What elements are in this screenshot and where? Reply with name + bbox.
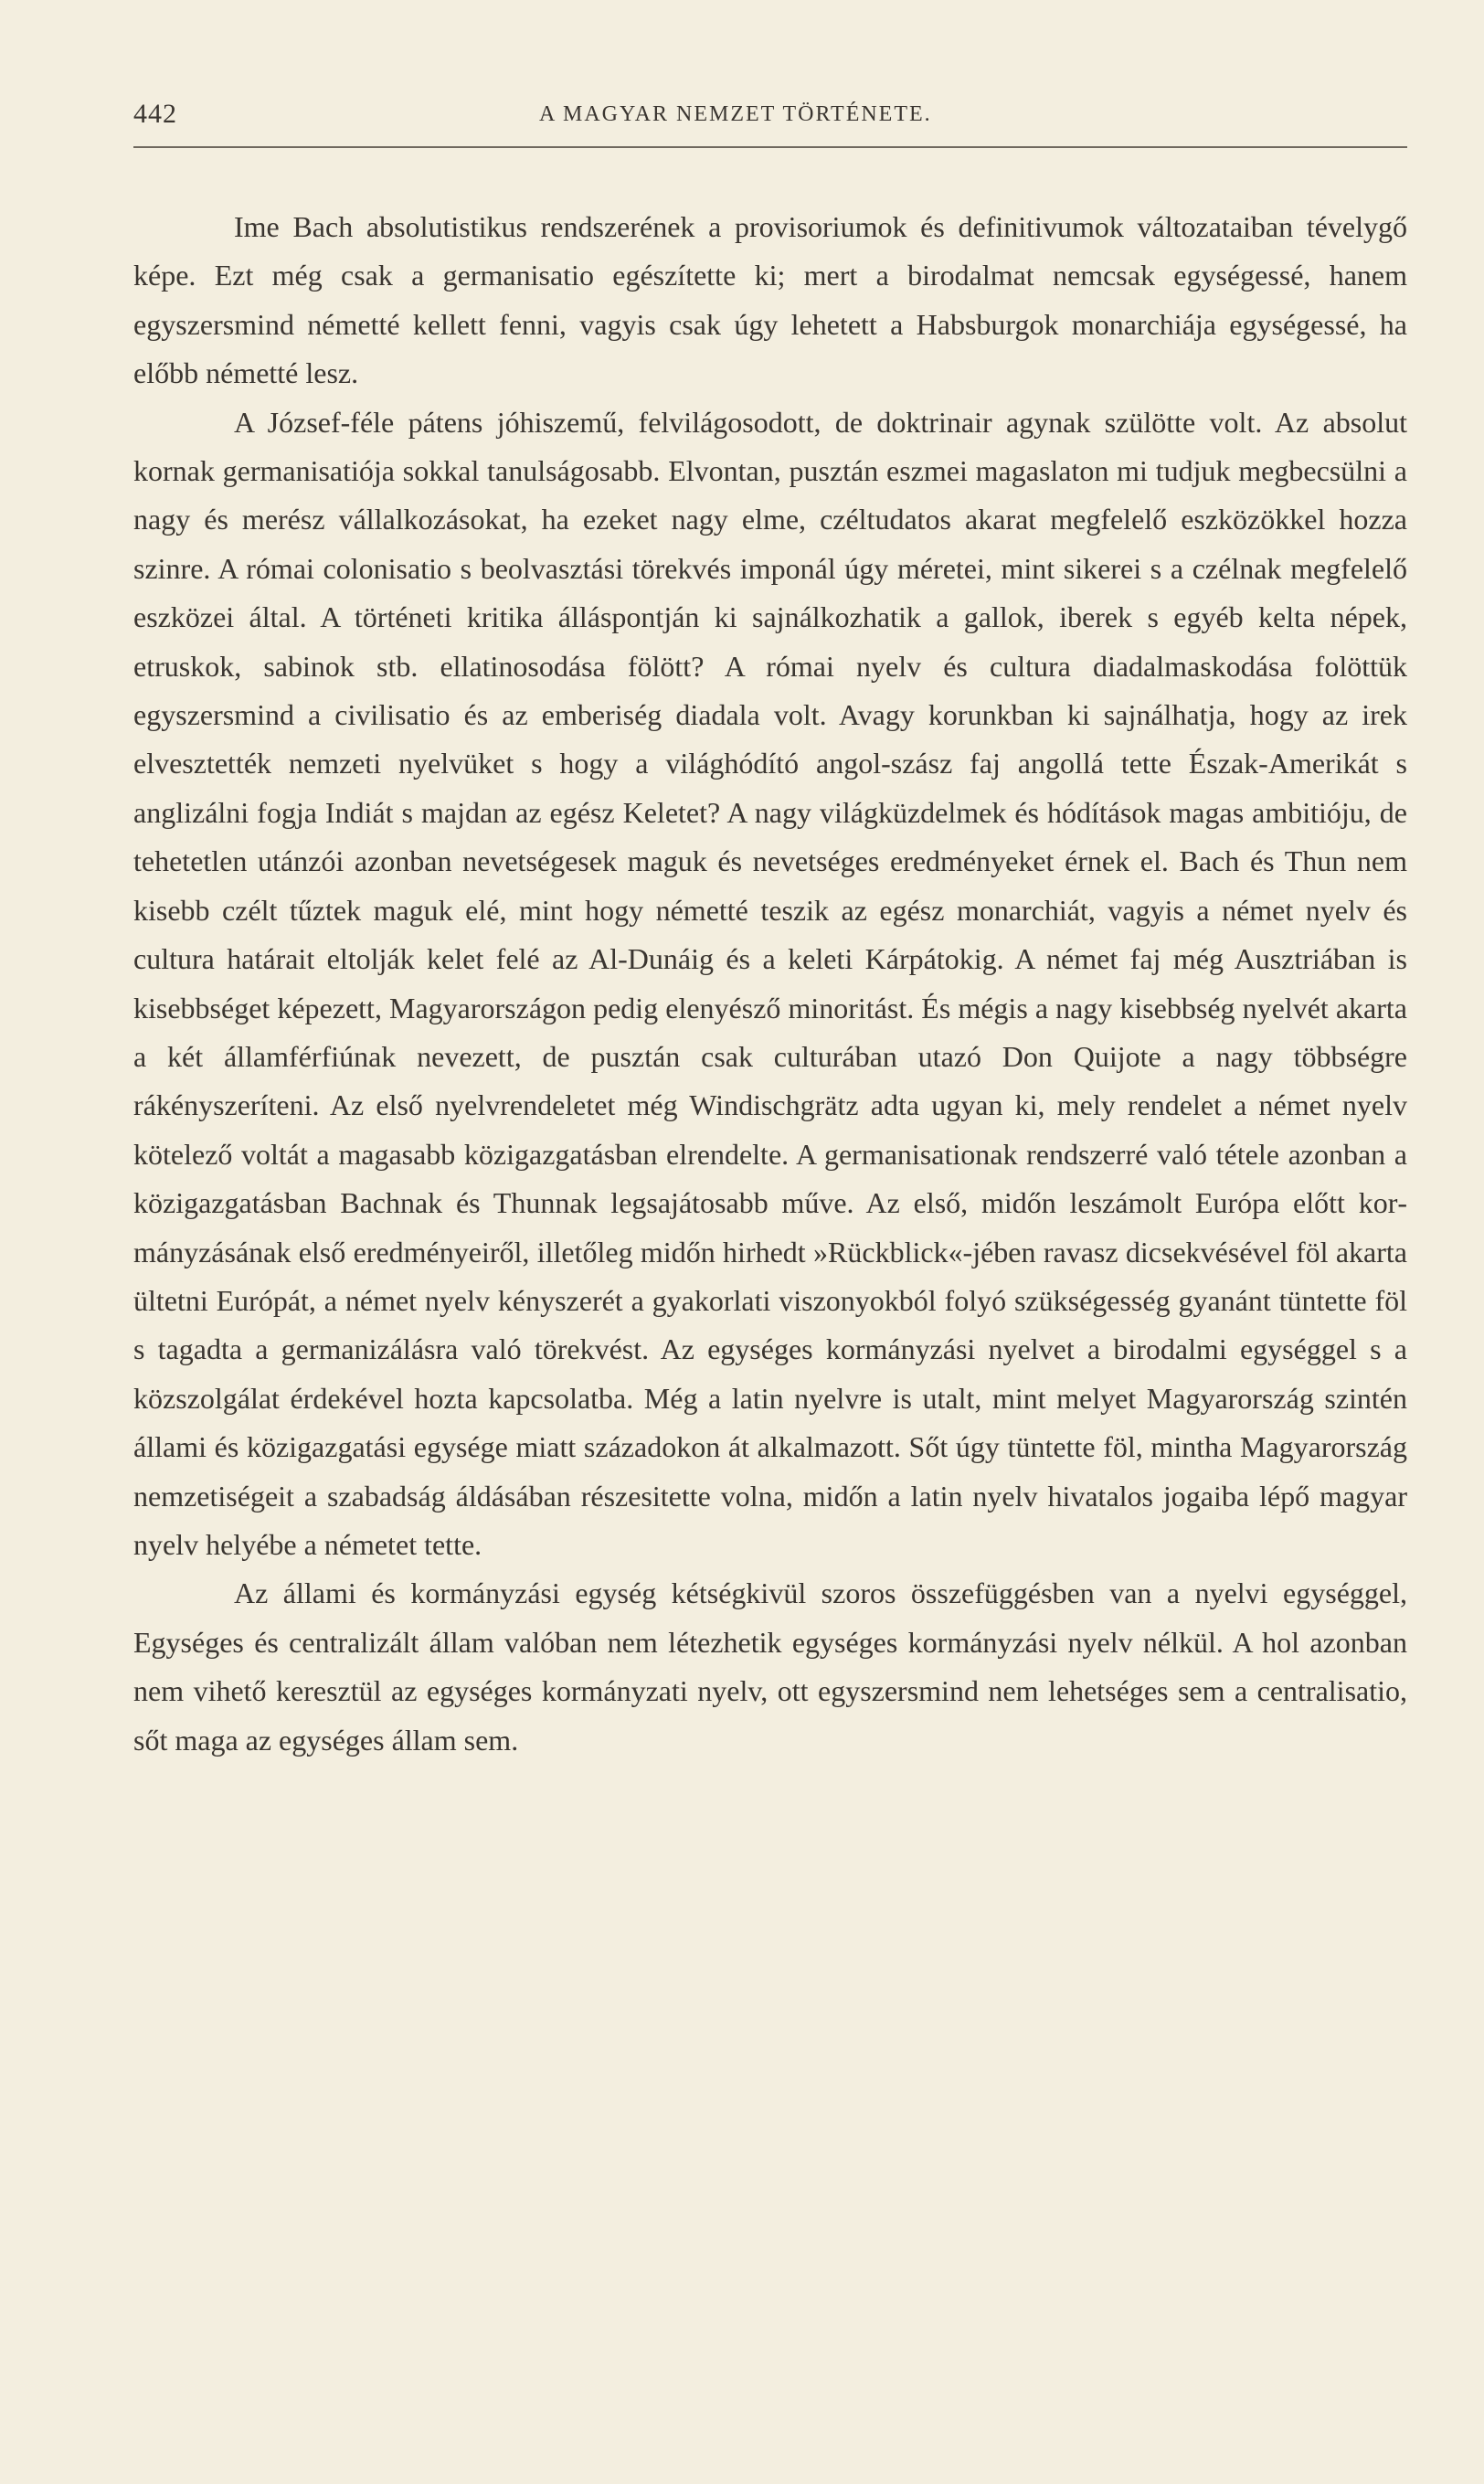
header-rule [133, 146, 1407, 148]
paragraph-1: Ime Bach absolutistikus rendszerének a provisoriumok és definitivumok változataiban tévelygő képe. Ezt még csak a germanisatio egészítette ki; mert a birodalmat nemcsak egységessé, hanem egyszersmind németté kellett fenni, vagyis csak úgy lehetett a Habsburgok monarchiája egységessé, ha előbb németté lesz. [133, 210, 1407, 390]
page-number: 442 [133, 99, 177, 129]
paragraph-3: Az állami és kormányzási egység kétségkivül szoros összefüggésben van a nyelvi egységgel, Egységes és centralizált állam valóban nem létezhetik egységes kormányzási nyelv nélkül. A hol azonban nem vihető keresztül az egységes kormányzati nyelv, ott egyszersmind nem lehetséges sem a centralisatio, sőt maga az egységes állam sem. [133, 1576, 1407, 1757]
paragraph-2: A József-féle pátens jóhiszemű, felvilágosodott, de doktrinair agynak szülötte volt. Az absolut kornak germanisatiója sokkal tanulságosabb. Elvontan, pusztán eszmei magaslaton mi tudjuk megbecsülni a nagy és merész vállalkozásokat, ha ezeket nagy elme, czéltudatos akarat megfelelő eszközökkel hozza szinre. A római colonisatio s beolvasztási törekvés imponál úgy méretei, mint sikerei s a czélnak megfelelő eszközei által. A történeti kritika álláspontján ki sajnálkozhatik a gallok, iberek s egyéb kelta népek, etruskok, sabinok stb. ellatinosodása fölött? A római nyelv és cultura diadalmaskodása folöttük egyszersmind a civilisatio és az emberiség diadala volt. Avagy korunkban ki sajnálhatja, hogy az irek elvesztették nemzeti nyelvüket s hogy a világhódító angol-szász faj angollá tette Észak-Amerikát s anglizálni fogja Indiát s majdan az egész Keletet? A nagy világküzdelmek és hódítások magas ambitióju, de tehetetlen utánzói azonban nevetségesek maguk és nevetséges eredményeket érnek el. Bach és Thun nem kisebb czélt tűztek maguk elé, mint hogy németté teszik az egész monarchiát, vagyis a német nyelv és cultura határait eltolják kelet felé az Al-Dunáig és a keleti Kárpátokig. A német faj még Ausztriában is kisebbséget képezett, Magyarországon pedig elenyésző minoritást. És mégis a nagy kisebbség nyelvét akarta a két államférfiúnak nevezett, de pusztán csak culturában utazó Don Quijote a nagy többségre rákényszeríteni. Az első nyelvrendeletet még Windischgrätz adta ugyan ki, mely rendelet a német nyelv kötelező voltát a magasabb közigazgatásban elrendelte. A germanisationak rendszerré való tétele azonban a közigazgatásban Bachnak és Thunnak legsajátosabb műve. Az első, midőn leszámolt Európa előtt kormányzásának első eredményeiről, illetőleg midőn hirhedt »Rückblick«-jében ravasz dicsekvésével föl akarta ültetni Európát, a német nyelv kényszerét a gyakorlati viszonyokból folyó szükségesség gyanánt tüntette föl s tagadta a germanizálásra való törekvést. Az egységes kormányzási nyelvet a birodalmi egységgel s a közszolgálat érdekével hozta kapcsolatba. Még a latin nyelvre is utalt, mint melyet Magyarország szintén állami és közigazgatási egysége miatt századokon át alkalmazott. Sőt úgy tüntette föl, mintha Magyarország nemzetiségeit a szabadság áldásában részesitette volna, midőn a latin nyelv hivatalos jogaiba lépő magyar nyelv helyébe a németet tette. [133, 405, 1407, 1561]
running-head [133, 99, 1407, 143]
running-title: A MAGYAR NEMZET TÖRTÉNETE. [539, 102, 932, 126]
body-text [133, 203, 1407, 1765]
